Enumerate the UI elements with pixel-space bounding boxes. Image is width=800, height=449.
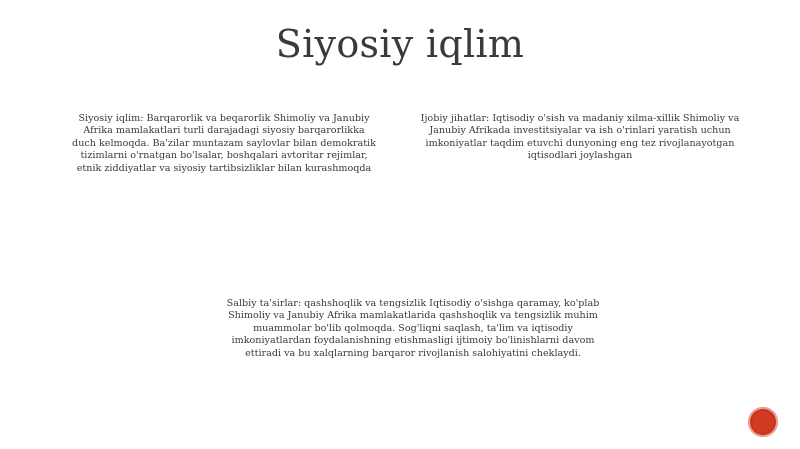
right-text-block: Ijobiy jihatlar: Iqtisodiy o'sish va madaniy xilma-xillik Shimoliy va Janubiy Afrikada investitsiyalar va ish o'rinlari yaratish uchun imkoniyatlar taqdim etuvchi dunyoning eng tez rivojlanayotgan iqtisodlari joylashgan [420, 113, 740, 162]
next-slide-button[interactable] [748, 407, 778, 437]
slide-title: Siyosiy iqlim [275, 22, 525, 66]
bottom-text-block: Salbiy ta'sirlar: qashshoqlik va tengsizlik Iqtisodiy o'sishga qaramay, ko'plab Shimoliy va Janubiy Afrika mamlakatlarida qashshoqlik va tengsizlik muhim muammolar bo'lib qolmoqda. Sog'liqni saqlash, ta'lim va iqtisodiy imkoniyatlardan foydalanishning etishmasligi ijtimoiy bo'linishlarni davom ettiradi va bu xalqlarning barqaror rivojlanish salohiyatini cheklaydi. [226, 298, 600, 359]
left-text-block: Siyosiy iqlim: Barqarorlik va beqarorlik Shimoliy va Janubiy Afrika mamlakatlari turli darajadagi siyosiy barqarorlikka duch kelmoqda. Ba'zilar muntazam saylovlar bilan demokratik tizimlarni o'rnatgan bo'lsalar, boshqalari avtoritar rejimlar, etnik ziddiyatlar va siyosiy tartibsizliklar bilan kurashmoqda [72, 113, 376, 174]
next-slide-circle-icon [752, 411, 774, 433]
